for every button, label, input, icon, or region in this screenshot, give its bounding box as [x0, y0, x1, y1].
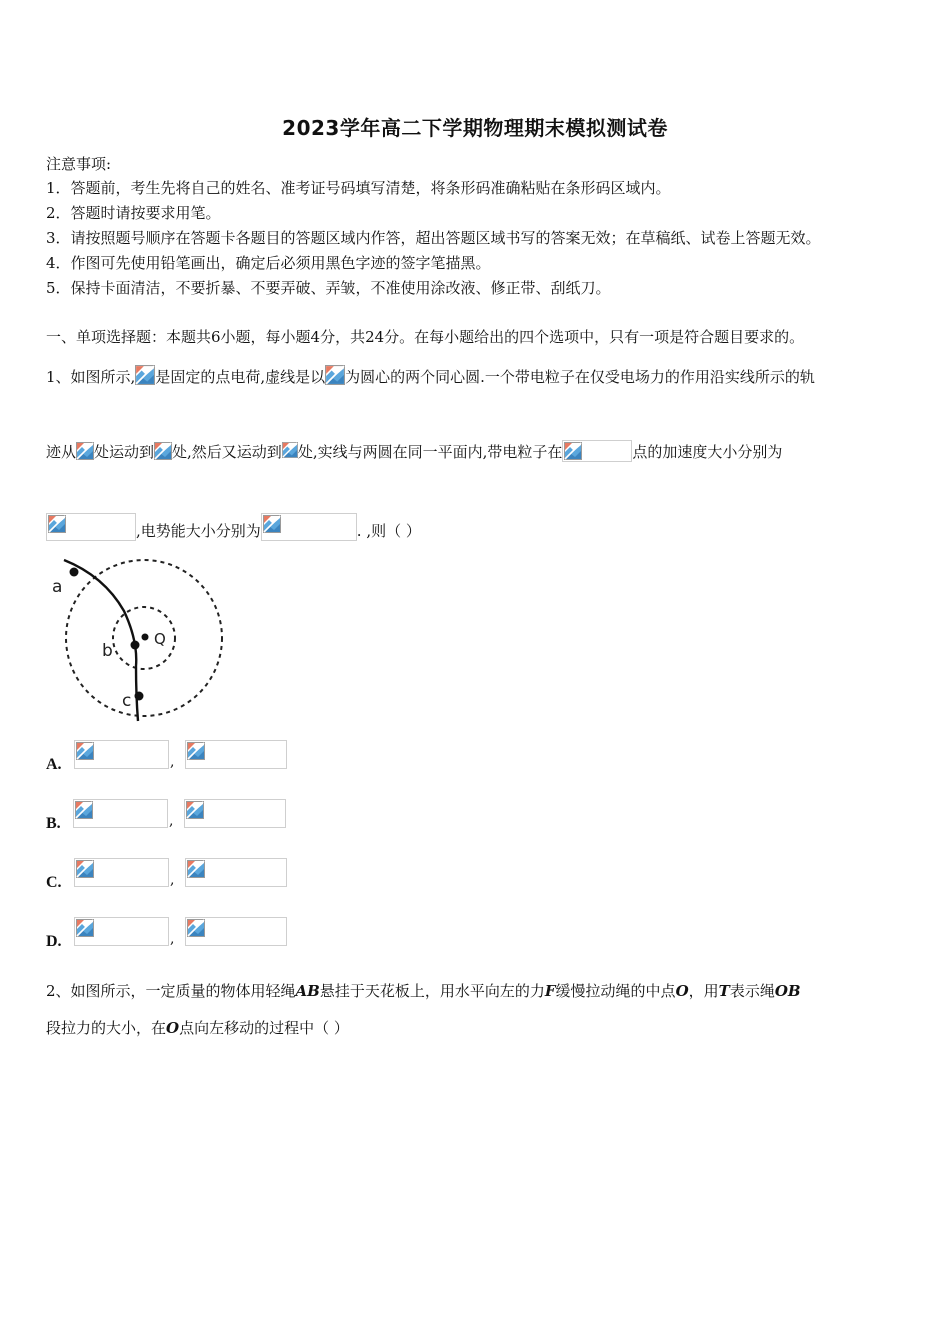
missing-image-icon — [74, 858, 169, 887]
missing-image-icon — [135, 365, 155, 387]
missing-image-icon — [76, 442, 94, 462]
missing-image-icon — [46, 513, 136, 541]
notice-heading: 注意事项: — [46, 155, 112, 173]
q1-text-intro: 1、如图所示, — [46, 368, 136, 386]
option-c-label: C. — [46, 874, 62, 891]
missing-image-icon — [74, 917, 169, 946]
q2-symbol-f: F — [544, 982, 556, 1000]
option-separator: , — [170, 931, 175, 947]
notice-item-5: 5．保持卡面清洁，不要折暴、不要弄破、弄皱，不准使用涂改液、修正带、刮纸刀。 — [46, 279, 611, 297]
page-title: 2023学年高二下学期物理期末模拟测试卷 — [282, 116, 668, 140]
point-a — [70, 568, 79, 577]
concentric-circles-figure — [46, 556, 236, 726]
q2-text: ，用 — [688, 982, 719, 1000]
q2-symbol-o: O — [166, 1019, 180, 1037]
q1-text-4: 迹从 — [46, 443, 77, 461]
q1-text-5: 处运动到 — [94, 443, 155, 461]
missing-image-icon — [282, 442, 298, 462]
missing-image-icon — [74, 740, 169, 769]
notice-item-3: 3．请按照题号顺序在答题卡各题目的答题区域内作答，超出答题区域书写的答案无效；在草稿纸、试卷上答题无效。 — [46, 229, 821, 247]
q2-symbol-t: T — [718, 982, 730, 1000]
q2-symbol-ob: OB — [774, 982, 801, 1000]
missing-image-icon — [185, 917, 287, 946]
missing-image-icon — [154, 442, 172, 462]
q1-text-10: . ,则（ ） — [356, 522, 421, 540]
missing-image-icon — [185, 740, 287, 769]
option-separator: , — [170, 872, 175, 888]
missing-image-icon — [562, 440, 632, 462]
q2-text: 段拉力的大小，在 — [46, 1019, 167, 1037]
option-separator: , — [169, 813, 174, 829]
q1-text-9: ,电势能大小分别为 — [136, 522, 261, 540]
q1-text-3: 为圆心的两个同心圆.一个带电粒子在仅受电场力的作用沿实线所示的轨 — [345, 368, 815, 386]
q2-text: 悬挂于天花板上，用水平向左的力 — [319, 982, 545, 1000]
missing-image-icon — [261, 513, 357, 541]
q2-symbol-o: O — [675, 982, 689, 1000]
label-q: Q — [154, 630, 166, 648]
missing-image-icon — [184, 799, 286, 828]
option-b-label: B. — [46, 815, 61, 832]
missing-image-icon — [185, 858, 287, 887]
point-b — [131, 641, 140, 650]
q1-line-2 — [46, 440, 782, 462]
missing-image-icon — [325, 365, 345, 387]
option-a-label: A. — [46, 756, 62, 773]
q2-text: 点向左移动的过程中（ ） — [179, 1019, 349, 1037]
option-separator: , — [170, 754, 175, 770]
q1-text-2: 是固定的点电荷,虚线是以 — [155, 368, 326, 386]
option-d-label: D. — [46, 933, 62, 950]
q1-text-7: 处,实线与两圆在同一平面内,带电粒子在 — [297, 443, 563, 461]
q1-line-1 — [46, 365, 815, 387]
label-c: c — [122, 691, 132, 711]
q2-symbol-ab: AB — [295, 982, 320, 1000]
label-a: a — [52, 577, 63, 597]
notice-item-1: 1．答题前，考生先将自己的姓名、准考证号码填写清楚，将条形码准确粘贴在条形码区域内。 — [46, 179, 671, 197]
notice-item-4: 4．作图可先使用铅笔画出，确定后必须用黑色字迹的签字笔描黑。 — [46, 254, 491, 272]
missing-image-icon — [73, 799, 168, 828]
q2-line-1 — [46, 981, 801, 1001]
q1-text-8: 点的加速度大小分别为 — [632, 443, 783, 461]
point-q — [142, 634, 149, 641]
q1-line-3 — [46, 513, 421, 541]
q2-text: 缓慢拉动绳的中点 — [555, 982, 676, 1000]
notice-item-2: 2．答题时请按要求用笔。 — [46, 204, 221, 222]
q2-line-2 — [46, 1018, 349, 1038]
q1-text-6: 处,然后又运动到 — [172, 443, 282, 461]
point-c — [135, 692, 144, 701]
section-heading: 一、单项选择题：本题共6小题，每小题4分，共24分。在每小题给出的四个选项中，只有一项是符合题目要求的。 — [46, 328, 805, 346]
q2-text: 2、如图所示，一定质量的物体用轻绳 — [46, 982, 296, 1000]
label-b: b — [102, 641, 113, 661]
q2-text: 表示绳 — [729, 982, 775, 1000]
